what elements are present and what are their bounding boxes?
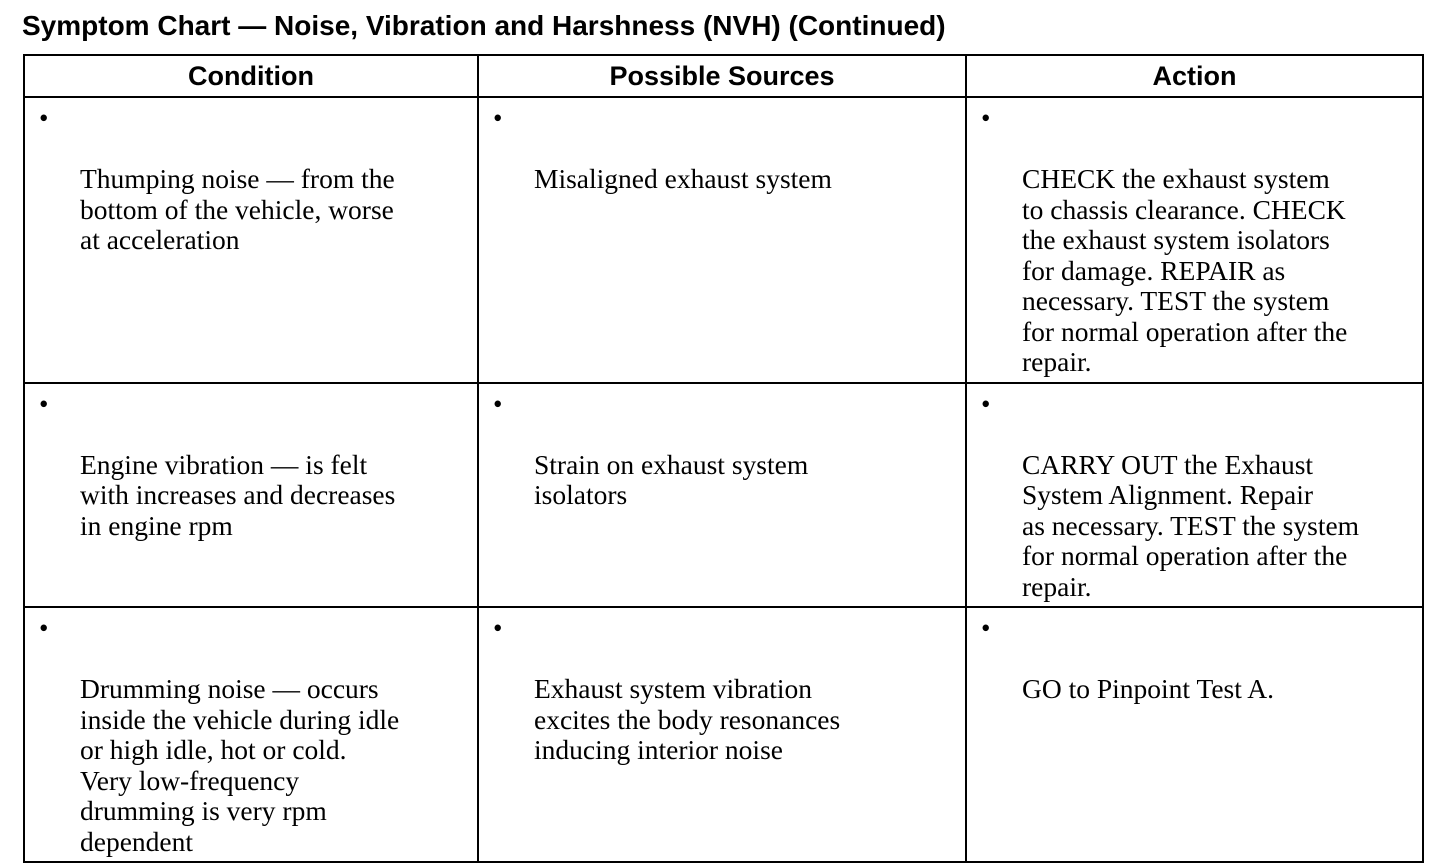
bullet: •	[493, 103, 503, 133]
condition-text: Drumming noise — occurs inside the vehicle during idle or high idle, hot or cold. Very low-frequency drumming is very rpm dependent	[80, 673, 400, 857]
sources-cell	[478, 607, 966, 862]
condition-text: Thumping noise — from the bottom of the vehicle, worse at acceleration	[80, 163, 395, 255]
bullet: •	[981, 613, 991, 643]
sources-text: Strain on exhaust system isolators	[534, 448, 809, 510]
bullet: •	[981, 103, 991, 133]
action-text: GO to Pinpoint Test A.	[1022, 673, 1274, 704]
action-cell	[966, 383, 1423, 608]
action-cell	[966, 97, 1423, 383]
sources-text: Exhaust system vibration excites the body resonances inducing interior noise	[534, 673, 841, 765]
symptom-table	[23, 54, 1424, 863]
condition-text: Engine vibration — is felt with increases and decreases in engine rpm	[80, 448, 396, 541]
bullet: •	[39, 388, 49, 419]
table-row	[24, 97, 1423, 383]
bullet: •	[39, 613, 49, 643]
sources-cell	[478, 383, 966, 608]
bullet: •	[981, 388, 991, 419]
sources-cell	[478, 97, 966, 383]
condition-cell	[24, 97, 478, 383]
header-row	[24, 55, 1423, 97]
action-text: CARRY OUT the Exhaust System Alignment. Repair as necessary. TEST the system for normal operation after the repair.	[1022, 448, 1360, 602]
condition-cell	[24, 607, 478, 862]
chart-title: Symptom Chart — Noise, Vibration and Harshness (NVH) (Continued)	[22, 10, 946, 41]
header-condition: Condition	[24, 55, 478, 97]
bullet: •	[493, 613, 503, 643]
sources-text: Misaligned exhaust system	[534, 163, 832, 194]
action-cell	[966, 607, 1423, 862]
header-action: Action	[966, 55, 1423, 97]
bullet: •	[493, 388, 503, 419]
table-row	[24, 383, 1423, 608]
header-possible-sources: Possible Sources	[478, 55, 966, 97]
condition-cell	[24, 383, 478, 608]
bullet: •	[39, 103, 49, 133]
table-row	[24, 607, 1423, 862]
action-text: CHECK the exhaust system to chassis clearance. CHECK the exhaust system isolators for damage. REPAIR as necessary. TEST the system for normal operation after the repair.	[1022, 163, 1348, 377]
